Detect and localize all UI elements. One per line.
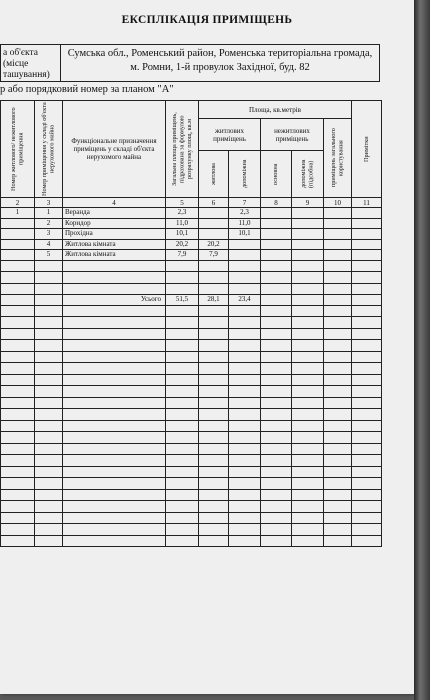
header-living-main: житлова: [199, 151, 229, 198]
header-area-group: Площа, кв.метрів: [199, 101, 352, 119]
address-line-1: Сумська обл., Роменський район, Роменська територіальна громада,: [67, 48, 373, 59]
cell-room: 4: [35, 239, 63, 250]
cell-total: 20,2: [166, 239, 199, 250]
cell-living: 7,9: [199, 250, 229, 261]
table-row: [1, 512, 382, 524]
cell-name: Житлова кімната: [63, 239, 166, 250]
table-row: [1, 432, 382, 444]
table-row: [1, 466, 382, 478]
cell-living: [199, 229, 229, 240]
address-text: [63, 47, 377, 75]
col-number: 11: [352, 198, 382, 208]
table-row: [1, 535, 382, 547]
cell-apartment: [1, 229, 35, 240]
table-row: [1, 374, 382, 386]
cell-name: Прохідна: [63, 229, 166, 240]
table-row: [1, 283, 382, 295]
table-row: [1, 272, 382, 284]
table-row: [1, 317, 382, 329]
cell-apartment: 1: [1, 208, 35, 219]
address-line-2: м. Ромни, 1-й провулок Західної, буд. 82: [130, 62, 310, 73]
rooms-table: [0, 100, 382, 547]
table-row: [1, 443, 382, 455]
cell-room: 2: [35, 218, 63, 229]
table-row: [1, 351, 382, 363]
table-row: [1, 501, 382, 513]
table-row: [1, 489, 382, 501]
header-living-group: житлових приміщень: [199, 119, 261, 151]
plan-subtitle: р або порядковий номер за планом "А": [0, 84, 174, 95]
cell-room: 3: [35, 229, 63, 240]
col-number: 5: [166, 198, 199, 208]
header-function: Функціональне призначення приміщень у складі об'єкта нерухомого майна: [63, 101, 166, 198]
cell-living: 20,2: [199, 239, 229, 250]
header-notes: Примітки: [352, 101, 382, 198]
table-row: [1, 409, 382, 421]
header-apartment-no: Номер житлового/ нежитлового приміщення: [1, 101, 35, 198]
total-label: Усього: [63, 295, 166, 306]
cell-total: 7,9: [166, 250, 199, 261]
table-row: [1, 260, 382, 272]
col-number: 3: [35, 198, 63, 208]
cell-room: 5: [35, 250, 63, 261]
column-numbers-row: [1, 198, 382, 208]
table-row: [1, 340, 382, 352]
col-number: 8: [261, 198, 292, 208]
cell-total: 10,1: [166, 229, 199, 240]
header-nonliving-aux: допоміжна (підсобна): [292, 151, 324, 198]
header-nonliving-main: основна: [261, 151, 292, 198]
page-edge-shadow: [414, 0, 430, 700]
header-room-no: Номер приміщення у складі об'єкта нерухомого майна: [35, 101, 63, 198]
header-common-use: приміщень загального користування: [324, 119, 352, 198]
cell-name: Веранда: [63, 208, 166, 219]
header-nonliving-group: нежитлових приміщень: [261, 119, 324, 151]
cell-aux: 2,3: [229, 208, 261, 219]
table-row: [1, 397, 382, 409]
table-row: [1, 250, 382, 261]
cell-name: Коридор: [63, 218, 166, 229]
table-row: [1, 229, 382, 240]
cell-apartment: [1, 239, 35, 250]
empty-rows: [1, 305, 382, 547]
total-living: 28,1: [199, 295, 229, 306]
cell-aux: [229, 239, 261, 250]
table-row: [1, 420, 382, 432]
table-row: [1, 218, 382, 229]
table-row: [1, 524, 382, 536]
table-row: [1, 478, 382, 490]
col-number: 10: [324, 198, 352, 208]
cell-total: 2,3: [166, 208, 199, 219]
address-label: [1, 45, 61, 81]
document-title: ЕКСПЛІКАЦІЯ ПРИМІЩЕНЬ: [121, 14, 293, 26]
table-row: [1, 305, 382, 317]
header-living-aux: допоміжна: [229, 151, 261, 198]
table-row: [1, 328, 382, 340]
total-row: [1, 295, 382, 306]
cell-apartment: [1, 218, 35, 229]
col-number: 6: [199, 198, 229, 208]
col-number: 2: [1, 198, 35, 208]
address-box: [0, 44, 380, 82]
cell-aux: [229, 250, 261, 261]
table-row: [1, 455, 382, 467]
cell-living: [199, 208, 229, 219]
header-total-area: Загальна площа приміщень, підрахована за формулою розрахунку площ, кв.м: [166, 101, 199, 198]
cell-aux: 11,0: [229, 218, 261, 229]
table-row: [1, 363, 382, 375]
cell-aux: 10,1: [229, 229, 261, 240]
cell-room: 1: [35, 208, 63, 219]
table-row: [1, 386, 382, 398]
cell-apartment: [1, 250, 35, 261]
total-area: 51,5: [166, 295, 199, 306]
col-number: 9: [292, 198, 324, 208]
total-aux: 23,4: [229, 295, 261, 306]
table-row: [1, 208, 382, 219]
col-number: 7: [229, 198, 261, 208]
cell-name: Житлова кімната: [63, 250, 166, 261]
cell-living: [199, 218, 229, 229]
table-row: [1, 239, 382, 250]
col-number: 4: [63, 198, 166, 208]
cell-total: 11,0: [166, 218, 199, 229]
address-label-text: а об'єкта (місце ташування): [3, 48, 50, 80]
